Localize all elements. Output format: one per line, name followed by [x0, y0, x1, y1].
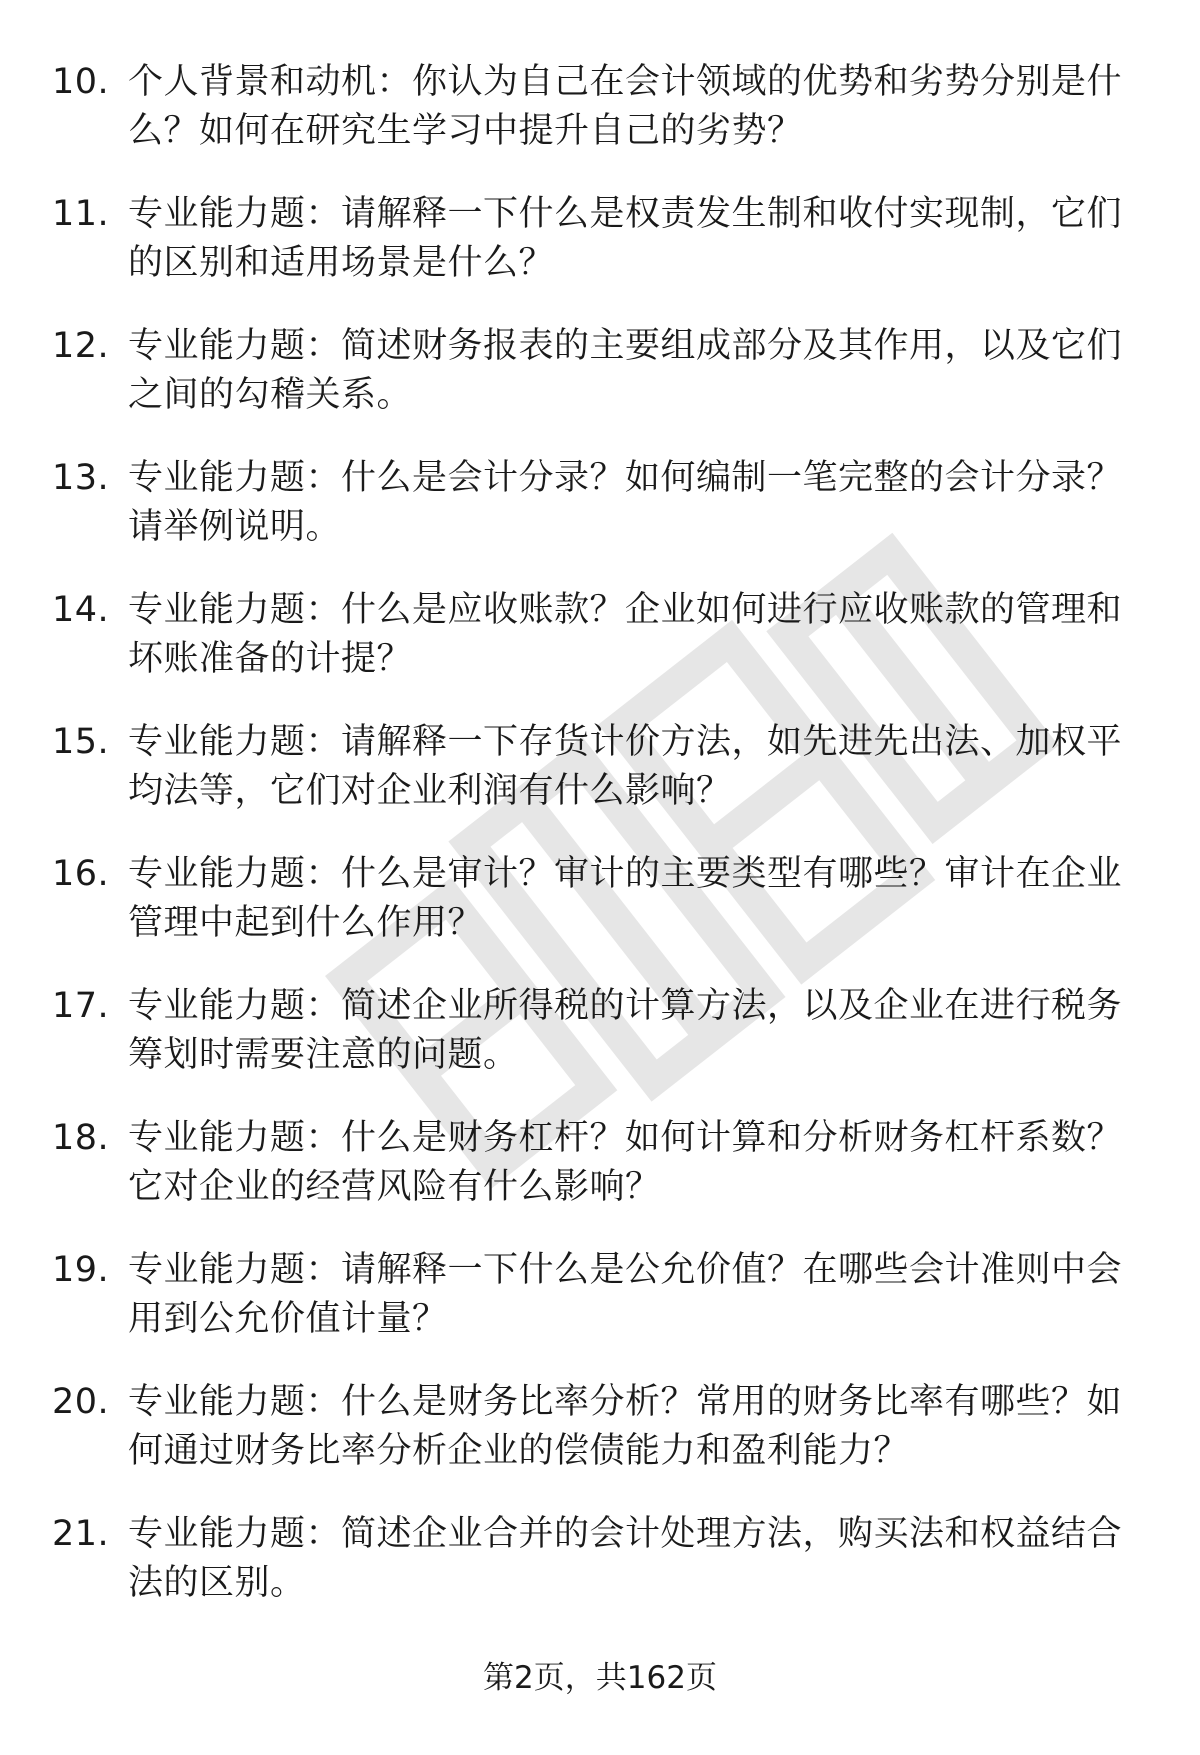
question-number: 16. — [52, 854, 110, 894]
list-item — [52, 58, 1142, 156]
question-list — [52, 58, 1142, 1642]
list-item — [52, 1114, 1142, 1212]
question-text: 专业能力题：请解释一下什么是公允价值？在哪些会计准则中会用到公允价值计量？ — [128, 1250, 1123, 1339]
question-text: 个人背景和动机：你认为自己在会计领域的优势和劣势分别是什么？如何在研究生学习中提升自己的劣势？ — [128, 62, 1123, 151]
question-text: 专业能力题：什么是会计分录？如何编制一笔完整的会计分录？请举例说明。 — [128, 458, 1123, 547]
question-text: 专业能力题：什么是应收账款？企业如何进行应收账款的管理和坏账准备的计提？ — [128, 590, 1123, 679]
question-text: 专业能力题：简述企业所得税的计算方法，以及企业在进行税务筹划时需要注意的问题。 — [128, 986, 1123, 1075]
question-text: 专业能力题：简述财务报表的主要组成部分及其作用，以及它们之间的勾稽关系。 — [128, 326, 1123, 415]
question-text: 专业能力题：什么是财务杠杆？如何计算和分析财务杠杆系数？它对企业的经营风险有什么影响？ — [128, 1118, 1123, 1207]
question-text: 专业能力题：什么是审计？审计的主要类型有哪些？审计在企业管理中起到什么作用？ — [128, 854, 1123, 943]
list-item — [52, 586, 1142, 684]
question-number: 15. — [52, 722, 110, 762]
question-number: 20. — [52, 1382, 110, 1422]
list-item — [52, 322, 1142, 420]
list-item — [52, 454, 1142, 552]
question-number: 13. — [52, 458, 110, 498]
question-number: 11. — [52, 194, 110, 234]
question-number: 19. — [52, 1250, 110, 1290]
list-item — [52, 1510, 1142, 1608]
question-text: 专业能力题：什么是财务比率分析？常用的财务比率有哪些？如何通过财务比率分析企业的偿债能力和盈利能力？ — [128, 1382, 1123, 1471]
question-text: 专业能力题：请解释一下什么是权责发生制和收付实现制，它们的区别和适用场景是什么？ — [128, 194, 1123, 283]
list-item — [52, 718, 1142, 816]
page-footer: 第2页，共162页 — [483, 1660, 717, 1696]
list-item — [52, 1246, 1142, 1344]
list-item — [52, 1378, 1142, 1476]
question-number: 21. — [52, 1514, 110, 1554]
list-item — [52, 850, 1142, 948]
question-number: 12. — [52, 326, 110, 366]
question-text: 专业能力题：简述企业合并的会计处理方法，购买法和权益结合法的区别。 — [128, 1514, 1123, 1603]
question-number: 14. — [52, 590, 110, 630]
question-number: 17. — [52, 986, 110, 1026]
list-item — [52, 982, 1142, 1080]
question-number: 10. — [52, 62, 110, 102]
list-item — [52, 190, 1142, 288]
question-number: 18. — [52, 1118, 110, 1158]
question-text: 专业能力题：请解释一下存货计价方法，如先进先出法、加权平均法等，它们对企业利润有什么影响？ — [128, 722, 1123, 811]
